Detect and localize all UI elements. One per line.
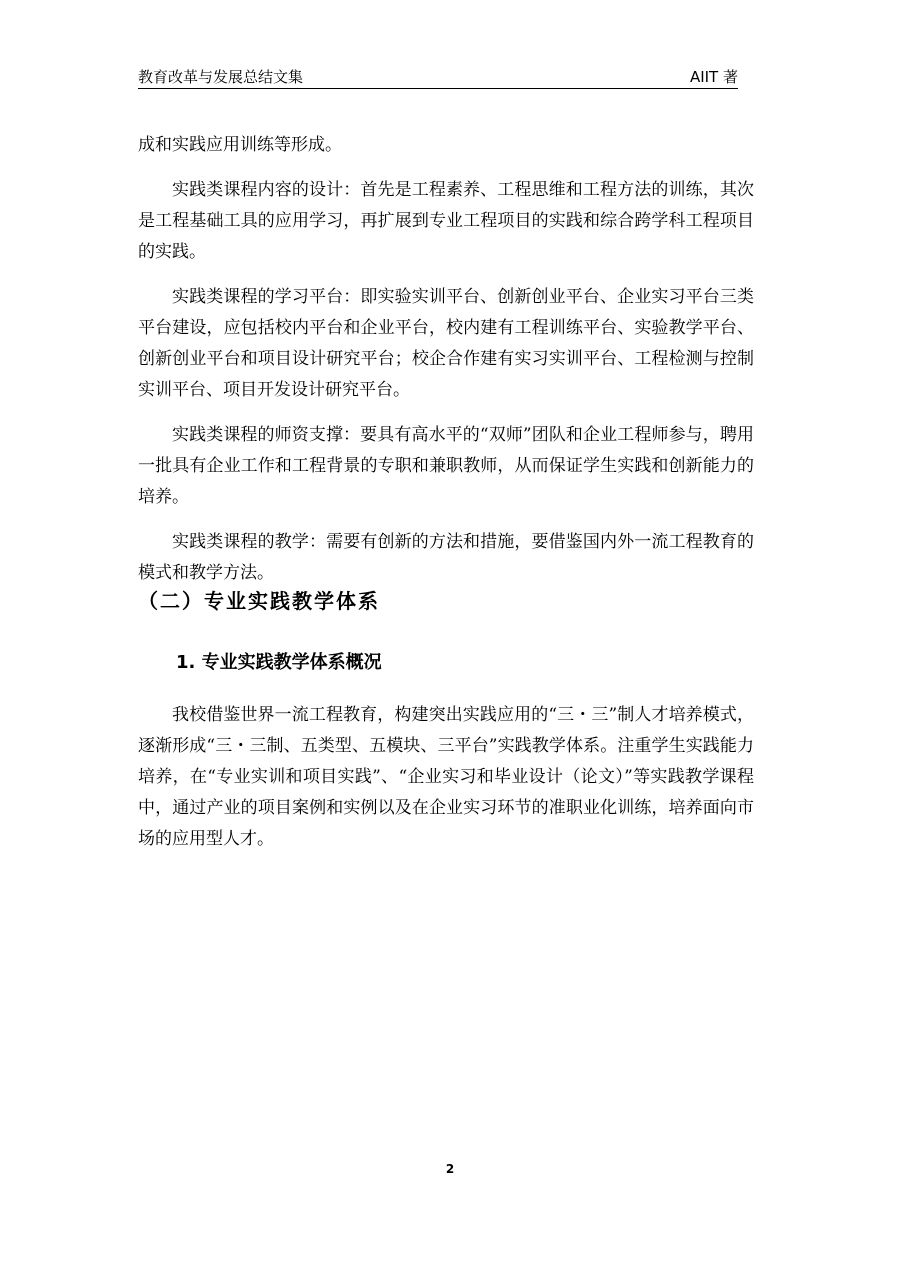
section-heading: （二）专业实践教学体系 [138, 589, 380, 613]
paragraph-overview: 我校借鉴世界一流工程教育，构建突出实践应用的“三・三”制人才培养模式，逐渐形成“三・三制、五类型、五模块、三平台”实践教学体系。注重学生实践能力培养，在“专业实训和项目实践”、“企业实习和毕业设计（论文）”等实践教学课程中，通过产业的项目案例和实例以及在企业实习环节的准职业化训练，培养面向市场的应用型人才。 [138, 705, 754, 849]
page-number: 2 [445, 1162, 455, 1176]
paragraph-continuation: 成和实践应用训练等形成。 [138, 135, 342, 155]
header-author: AIIT 著 [689, 68, 738, 86]
paragraph-teaching: 实践类课程的教学：需要有创新的方法和措施，要借鉴国内外一流工程教育的模式和教学方法。 [138, 532, 754, 583]
body-text-top [138, 130, 754, 603]
body-text-bottom [138, 700, 754, 869]
header-title: 教育改革与发展总结文集 [138, 68, 304, 86]
subsection-heading: 1. 专业实践教学体系概况 [176, 652, 382, 673]
paragraph-course-content: 实践类课程内容的设计：首先是工程素养、工程思维和工程方法的训练，其次是工程基础工具的应用学习，再扩展到专业工程项目的实践和综合跨学科工程项目的实践。 [138, 180, 754, 262]
paragraph-learning-platform: 实践类课程的学习平台：即实验实训平台、创新创业平台、企业实习平台三类平台建设，应包括校内平台和企业平台，校内建有工程训练平台、实验教学平台、创新创业平台和项目设计研究平台；校企合作建有实习实训平台、工程检测与控制实训平台、项目开发设计研究平台。 [138, 287, 754, 400]
page-header [138, 66, 738, 89]
paragraph-faculty-support: 实践类课程的师资支撑：要具有高水平的“双师”团队和企业工程师参与，聘用一批具有企业工作和工程背景的专职和兼职教师，从而保证学生实践和创新能力的培养。 [138, 425, 754, 507]
